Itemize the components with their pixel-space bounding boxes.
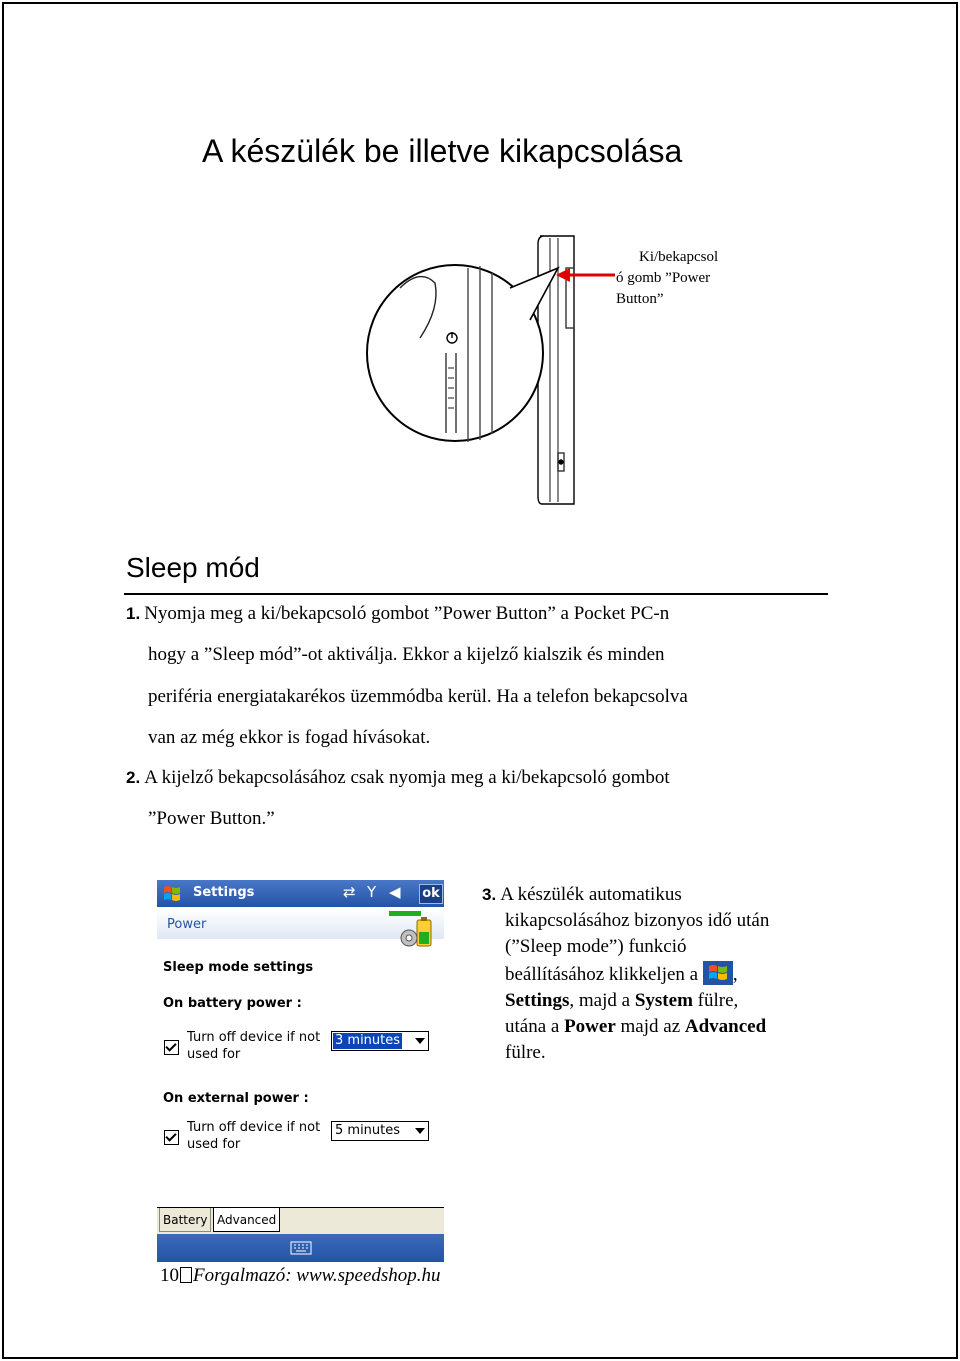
battery-timeout-select[interactable] xyxy=(331,1031,429,1051)
item1-line4: van az még ekkor is fogad hívásokat. xyxy=(148,727,431,748)
callout-line1: Ki/bekapcsol xyxy=(639,249,719,265)
item3-settings: Settings xyxy=(505,989,570,1011)
tab-bar xyxy=(157,1207,444,1234)
item3-line2: kikapcsolásához bizonyos idő után xyxy=(505,910,770,932)
item1-line2: hogy a ”Sleep mód”-ot aktiválja. Ekkor a kijelző kialszik és minden xyxy=(148,644,665,665)
settings-screenshot xyxy=(157,880,444,1262)
external-turnoff-checkbox[interactable] xyxy=(164,1130,179,1145)
footer-text: Forgalmazó: www.speedshop.hu xyxy=(193,1265,441,1286)
external-turnoff-label2: used for xyxy=(187,1137,241,1152)
chevron-down-icon xyxy=(415,1128,425,1134)
page-footer xyxy=(160,1265,441,1287)
section-heading: Sleep mód xyxy=(126,552,260,583)
item3-text-4a: beállításához klikkeljen a xyxy=(505,963,699,985)
chevron-down-icon xyxy=(415,1038,425,1044)
callout-line2: ó gomb ”Power xyxy=(616,270,711,286)
battery-turnoff-label2: used for xyxy=(187,1047,241,1062)
item3-line5 xyxy=(482,988,842,1014)
item3-advanced: Advanced xyxy=(684,1016,767,1038)
external-timeout-value: 5 minutes xyxy=(335,1123,401,1138)
windows-start-icon xyxy=(703,961,733,985)
item3-utana-a: utána a xyxy=(505,1016,560,1038)
battery-power-label: On battery power : xyxy=(163,996,302,1011)
item3-system: System xyxy=(634,989,693,1011)
signal-icon[interactable]: Y xyxy=(367,883,377,901)
power-button-callout xyxy=(616,247,748,310)
item2-line1 xyxy=(126,767,670,789)
item3-line4 xyxy=(482,961,842,988)
item3-line6 xyxy=(482,1014,842,1040)
pda-menu-bar xyxy=(157,1234,444,1262)
connectivity-icon[interactable]: ⇄ xyxy=(343,883,356,901)
pda-subtitle: Power xyxy=(167,917,207,932)
item3-paragraph xyxy=(482,882,842,1066)
page-border xyxy=(2,2,958,1359)
separator-box-icon xyxy=(180,1267,192,1283)
tab-advanced[interactable]: Advanced xyxy=(213,1208,280,1232)
item3-number: 3. xyxy=(482,885,497,904)
keyboard-icon[interactable] xyxy=(290,1241,312,1255)
speaker-icon[interactable]: ◀ xyxy=(389,883,401,901)
device-side-illustration xyxy=(360,228,620,508)
power-settings-icon xyxy=(397,916,437,952)
item3-line3: (”Sleep mode”) funkció xyxy=(505,936,687,958)
tab-battery[interactable]: Battery xyxy=(159,1208,211,1232)
item1-line1 xyxy=(126,603,669,625)
item3-fulre: fülre, xyxy=(697,989,739,1011)
windows-start-icon[interactable] xyxy=(162,884,182,903)
item1-text-1: Nyomja meg a ki/bekapcsoló gombot ”Power Button” a Pocket PC-n xyxy=(144,603,670,624)
item3-power: Power xyxy=(564,1016,616,1038)
page-title: A készülék be illetve kikapcsolása xyxy=(202,133,683,169)
item2-line2: ”Power Button.” xyxy=(148,808,275,829)
item3-majd-az: majd az xyxy=(620,1016,681,1038)
item2-number: 2. xyxy=(126,768,141,787)
sleep-settings-heading: Sleep mode settings xyxy=(163,960,314,975)
pda-window-title: Settings xyxy=(193,885,255,900)
section-divider xyxy=(124,593,828,595)
item2-text-1: A kijelző bekapcsolásához csak nyomja meg a ki/bekapcsoló gombot xyxy=(144,767,670,788)
ok-button[interactable]: ok xyxy=(419,884,443,904)
battery-turnoff-label1: Turn off device if not xyxy=(187,1030,321,1045)
callout-line3: Button” xyxy=(616,291,664,307)
external-timeout-select[interactable] xyxy=(331,1121,429,1141)
external-turnoff-label1: Turn off device if not xyxy=(187,1120,321,1135)
item3-line7: fülre. xyxy=(505,1042,546,1064)
pda-title-bar xyxy=(157,880,444,907)
external-power-label: On external power : xyxy=(163,1091,309,1106)
item3-majd-a: , majd a xyxy=(569,989,631,1011)
battery-timeout-value: 3 minutes xyxy=(335,1033,401,1048)
item3-line1 xyxy=(482,882,842,908)
item3-text-1: A készülék automatikus xyxy=(500,884,682,905)
item1-number: 1. xyxy=(126,604,141,623)
item1-line3: periféria energiatakarékos üzemmódba kerül. Ha a telefon bekapcsolva xyxy=(148,686,688,707)
battery-turnoff-checkbox[interactable] xyxy=(164,1040,179,1055)
item3-text-4b: , xyxy=(732,963,738,985)
page-number: 10 xyxy=(160,1265,179,1286)
